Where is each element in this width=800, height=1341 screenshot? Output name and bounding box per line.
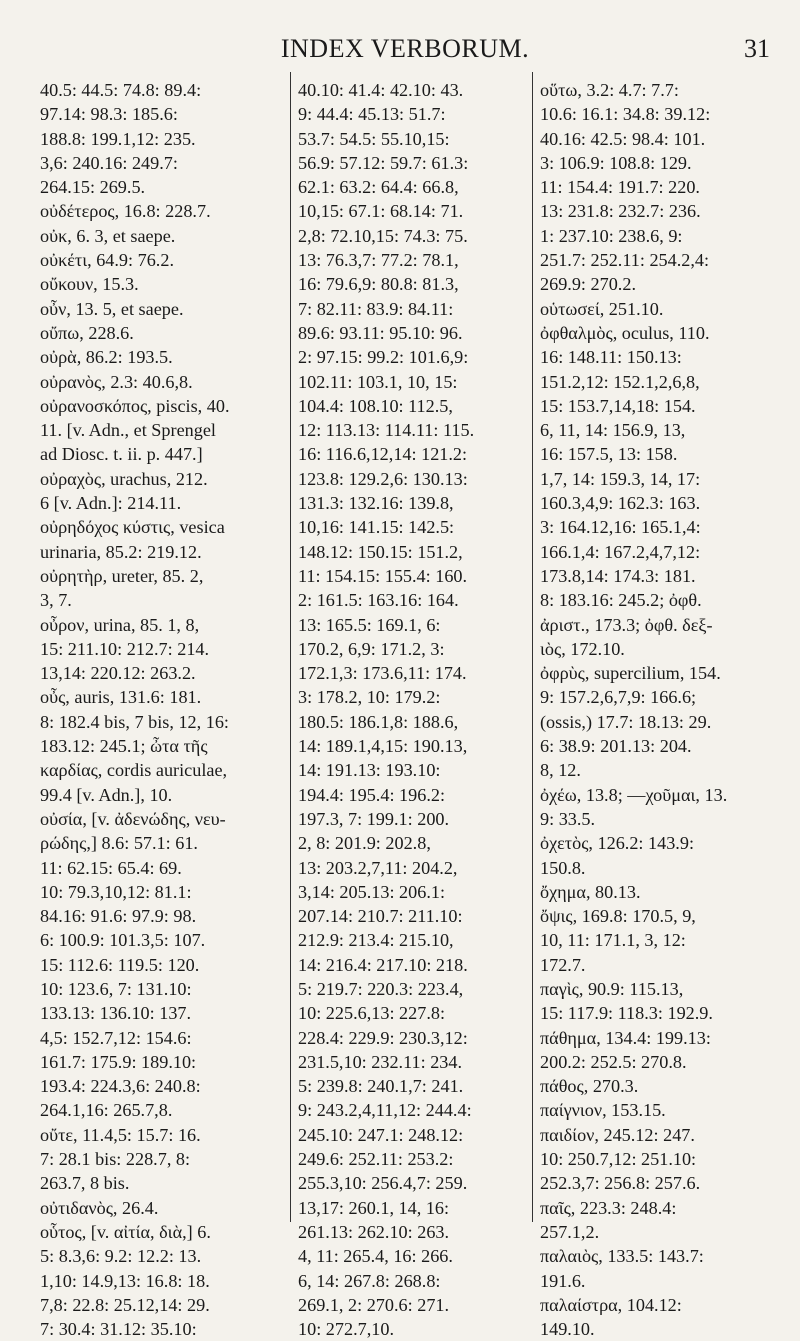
index-line: παλαίστρα, 104.12: (540, 1294, 682, 1315)
index-line: 10: 123.6, 7: 131.10: (40, 978, 192, 999)
index-line: 180.5: 186.1,8: 188.6, (298, 711, 459, 732)
index-line: 252.3,7: 256.8: 257.6. (540, 1173, 701, 1194)
index-line: 3: 106.9: 108.8: 129. (540, 152, 692, 173)
page-title: INDEX VERBORUM. (280, 34, 530, 63)
index-line: 10,16: 141.15: 142.5: (298, 517, 455, 538)
index-line: 148.12: 150.15: 151.2, (298, 541, 463, 562)
index-line: οὐραχὸς, urachus, 212. (40, 468, 208, 489)
index-line: οὔτε, 11.4,5: 15.7: 16. (40, 1124, 201, 1145)
index-line: 261.13: 262.10: 263. (298, 1221, 450, 1242)
index-line: ἀριστ., 173.3; ὀφθ. δεξ- (540, 614, 713, 635)
index-line: 2: 161.5: 163.16: 164. (298, 590, 459, 611)
index-line: 5: 8.3,6: 9.2: 12.2: 13. (40, 1246, 202, 1267)
index-line: 10: 250.7,12: 251.10: (540, 1149, 697, 1170)
index-line: 1,10: 14.9,13: 16.8: 18. (40, 1270, 210, 1291)
index-line: οὖν, 13. 5, et saepe. (40, 298, 184, 319)
index-line: 13: 203.2,7,11: 204.2, (298, 857, 458, 878)
index-line: 170.2, 6,9: 171.2, 3: (298, 638, 445, 659)
index-line: 173.8,14: 174.3: 181. (540, 565, 696, 586)
index-line: 9: 44.4: 45.13: 51.7: (298, 104, 446, 125)
index-line: πάθημα, 134.4: 199.13: (540, 1027, 711, 1048)
index-line: οὐρανοσκόπος, piscis, 40. (40, 395, 230, 416)
index-column-2 (290, 72, 532, 1340)
index-line: 15: 112.6: 119.5: 120. (40, 954, 200, 975)
index-line: 123.8: 129.2,6: 130.13: (298, 468, 468, 489)
index-line: οὐρανὸς, 2.3: 40.6,8. (40, 371, 193, 392)
index-line: 9: 243.2,4,11,12: 244.4: (298, 1100, 472, 1121)
page-number: 31 (744, 34, 770, 63)
index-line: 40.16: 42.5: 98.4: 101. (540, 128, 706, 149)
index-line: καρδίας, cordis auriculae, (40, 760, 228, 781)
index-line: 10: 272.7,10. (298, 1319, 394, 1340)
index-line: 10.6: 16.1: 34.8: 39.12: (540, 104, 711, 125)
index-line: 14: 191.13: 193.10: (298, 760, 441, 781)
index-line: ὀχετὸς, 126.2: 143.9: (540, 833, 694, 854)
index-line: 191.6. (540, 1270, 586, 1291)
index-line: 133.13: 136.10: 137. (40, 1003, 192, 1024)
index-line: 16: 116.6,12,14: 121.2: (298, 444, 468, 465)
index-line: 6, 11, 14: 156.9, 13, (540, 420, 686, 441)
index-line: 2: 97.15: 99.2: 101.6,9: (298, 347, 469, 368)
index-line: 197.3, 7: 199.1: 200. (298, 808, 450, 829)
index-line: 6 [v. Adn.]: 214.11. (40, 493, 182, 514)
index-line: 7: 28.1 bis: 228.7, 8: (40, 1149, 191, 1170)
index-line: 99.4 [v. Adn.], 10. (40, 784, 173, 805)
index-line: 131.3: 132.16: 139.8, (298, 493, 454, 514)
index-line: οὐσία, [v. ἀδενώδης, νευ- (40, 808, 226, 829)
index-line: ὀφρὺς, supercilium, 154. (540, 663, 721, 684)
index-line: 3,14: 205.13: 206.1: (298, 881, 446, 902)
index-line: 212.9: 213.4: 215.10, (298, 930, 454, 951)
index-line: 251.7: 252.11: 254.2,4: (540, 250, 710, 271)
index-line: 7: 30.4: 31.12: 35.10: (40, 1319, 197, 1340)
index-line: 16: 157.5, 13: 158. (540, 444, 678, 465)
index-line: 200.2: 252.5: 270.8. (540, 1051, 687, 1072)
index-line: 151.2,12: 152.1,2,6,8, (540, 371, 700, 392)
index-line: 7,8: 22.8: 25.12,14: 29. (40, 1294, 210, 1315)
index-line: οὐτιδανὸς, 26.4. (40, 1197, 159, 1218)
index-line: παγὶς, 90.9: 115.13, (540, 978, 684, 999)
index-line: 4, 11: 265.4, 16: 266. (298, 1246, 453, 1267)
index-line: 8: 182.4 bis, 7 bis, 12, 16: (40, 711, 229, 732)
index-line: 11: 154.4: 191.7: 220. (540, 177, 700, 198)
index-line: 263.7, 8 bis. (40, 1173, 130, 1194)
index-line: 40.5: 44.5: 74.8: 89.4: (40, 80, 202, 100)
index-line: 16: 148.11: 150.13: (540, 347, 682, 368)
index-line: ὀφθαλμὸς, oculus, 110. (540, 322, 710, 343)
index-line: 104.4: 108.10: 112.5, (298, 395, 453, 416)
index-line: παιδίον, 245.12: 247. (540, 1124, 695, 1145)
index-line: 149.10. (540, 1319, 595, 1340)
index-line: ὀχέω, 13.8; —χοῦμαι, 13. (540, 784, 728, 805)
index-line: 269.9: 270.2. (540, 274, 636, 295)
index-line: 3: 164.12,16: 165.1,4: (540, 517, 701, 538)
index-line: 194.4: 195.4: 196.2: (298, 784, 446, 805)
index-line: 193.4: 224.3,6: 240.8: (40, 1076, 201, 1097)
index-line: 1,7, 14: 159.3, 14, 17: (540, 468, 701, 489)
index-line: 249.6: 252.11: 253.2: (298, 1149, 454, 1170)
index-column-3 (532, 72, 770, 1340)
index-line: 3: 178.2, 10: 179.2: (298, 687, 441, 708)
index-line: 15: 211.10: 212.7: 214. (40, 638, 210, 659)
index-line: 13: 231.8: 232.7: 236. (540, 201, 701, 222)
index-line: 14: 189.1,4,15: 190.13, (298, 736, 468, 757)
index-line: 9: 157.2,6,7,9: 166.6; (540, 687, 697, 708)
index-line: 264.1,16: 265.7,8. (40, 1100, 173, 1121)
index-line: 160.3,4,9: 162.3: 163. (540, 493, 701, 514)
index-line: 11: 62.15: 65.4: 69. (40, 857, 182, 878)
index-line: παλαιὸς, 133.5: 143.7: (540, 1246, 704, 1267)
index-line: 10, 11: 171.1, 3, 12: (540, 930, 686, 951)
index-line: οὐρὰ, 86.2: 193.5. (40, 347, 173, 368)
index-line: 2,8: 72.10,15: 74.3: 75. (298, 225, 468, 246)
index-line: 161.7: 175.9: 189.10: (40, 1051, 197, 1072)
index-line: 257.1,2. (540, 1221, 600, 1242)
index-line: 15: 117.9: 118.3: 192.9. (540, 1003, 713, 1024)
index-line: 16: 79.6,9: 80.8: 81.3, (298, 274, 459, 295)
index-line: 10,15: 67.1: 68.14: 71. (298, 201, 464, 222)
index-line: 269.1, 2: 270.6: 271. (298, 1294, 450, 1315)
index-line: ὄχημα, 80.13. (540, 881, 641, 902)
index-line: 172.1,3: 173.6,11: 174. (298, 663, 467, 684)
index-line: 12: 113.13: 114.11: 115. (298, 420, 475, 441)
index-line: 11. [v. Adn., et Sprengel (40, 420, 216, 441)
index-line: 102.11: 103.1, 10, 15: (298, 371, 458, 392)
index-line: 62.1: 63.2: 64.4: 66.8, (298, 177, 459, 198)
index-line: ρώδης,] 8.6: 57.1: 61. (40, 833, 198, 854)
index-line: 13: 76.3,7: 77.2: 78.1, (298, 250, 459, 271)
index-line: παίγνιον, 153.15. (540, 1100, 666, 1121)
index-line: 56.9: 57.12: 59.7: 61.3: (298, 152, 469, 173)
index-line: 13: 165.5: 169.1, 6: (298, 614, 441, 635)
index-line: οὕτω, 3.2: 4.7: 7.7: (540, 80, 679, 100)
index-line: 6: 100.9: 101.3,5: 107. (40, 930, 206, 951)
index-line: (ossis,) 17.7: 18.13: 29. (540, 711, 712, 732)
index-line: 6, 14: 267.8: 268.8: (298, 1270, 441, 1291)
index-line: 1: 237.10: 238.6, 9: (540, 225, 683, 246)
index-line: 255.3,10: 256.4,7: 259. (298, 1173, 468, 1194)
index-line: οὐρηδόχος κύστις, vesica (40, 517, 225, 538)
index-line: 10: 79.3,10,12: 81.1: (40, 881, 192, 902)
index-line: 14: 216.4: 217.10: 218. (298, 954, 468, 975)
index-line: 231.5,10: 232.11: 234. (298, 1051, 463, 1072)
index-line: 166.1,4: 167.2,4,7,12: (540, 541, 701, 562)
page-header (40, 30, 770, 70)
index-line: 3,6: 240.16: 249.7: (40, 152, 178, 173)
index-line: 228.4: 229.9: 230.3,12: (298, 1027, 468, 1048)
index-line: 6: 38.9: 201.13: 204. (540, 736, 692, 757)
index-line: 13,17: 260.1, 14, 16: (298, 1197, 450, 1218)
index-line: ὄψις, 169.8: 170.5, 9, (540, 906, 696, 927)
index-columns (40, 72, 770, 1340)
index-line: οὐδέτερος, 16.8: 228.7. (40, 201, 211, 222)
index-line: 183.12: 245.1; ὦτα τῆς (40, 736, 208, 757)
index-line: 3, 7. (40, 590, 72, 611)
index-line: ad Diosc. t. ii. p. 447.] (40, 444, 203, 465)
index-line: οὐκέτι, 64.9: 76.2. (40, 250, 174, 271)
index-line: οὔκουν, 15.3. (40, 274, 139, 295)
index-line: 8, 12. (540, 760, 581, 781)
index-line: οὔπω, 228.6. (40, 322, 134, 343)
index-line: 5: 239.8: 240.1,7: 241. (298, 1076, 464, 1097)
index-line: 188.8: 199.1,12: 235. (40, 128, 196, 149)
index-line: ιὸς, 172.10. (540, 638, 625, 659)
index-line: 89.6: 93.11: 95.10: 96. (298, 322, 463, 343)
index-line: οὗτος, [v. αἰτία, διὰ,] 6. (40, 1221, 211, 1242)
index-line: 40.10: 41.4: 42.10: 43. (298, 80, 464, 100)
index-line: 207.14: 210.7: 211.10: (298, 906, 463, 927)
index-line: οὖς, auris, 131.6: 181. (40, 687, 202, 708)
index-column-1 (40, 72, 290, 1340)
index-line: 4,5: 152.7,12: 154.6: (40, 1027, 192, 1048)
index-line: 150.8. (540, 857, 586, 878)
index-line: οὖρον, urina, 85. 1, 8, (40, 614, 200, 635)
index-line: 53.7: 54.5: 55.10,15: (298, 128, 450, 149)
index-line: παῖς, 223.3: 248.4: (540, 1197, 677, 1218)
index-line: 10: 225.6,13: 227.8: (298, 1003, 446, 1024)
index-line: 97.14: 98.3: 185.6: (40, 104, 178, 125)
index-line: 15: 153.7,14,18: 154. (540, 395, 696, 416)
index-line: οὐκ, 6. 3, et saepe. (40, 225, 176, 246)
index-line: 7: 82.11: 83.9: 84.11: (298, 298, 454, 319)
index-line: 9: 33.5. (540, 808, 596, 829)
index-line: οὑτωσεί, 251.10. (540, 298, 664, 319)
index-line: οὐρητὴρ, ureter, 85. 2, (40, 565, 204, 586)
index-line: 245.10: 247.1: 248.12: (298, 1124, 464, 1145)
index-line: 84.16: 91.6: 97.9: 98. (40, 906, 197, 927)
index-line: 172.7. (540, 954, 586, 975)
index-line: 5: 219.7: 220.3: 223.4, (298, 978, 464, 999)
index-line: πάθος, 270.3. (540, 1076, 639, 1097)
index-line: urinaria, 85.2: 219.12. (40, 541, 202, 562)
index-line: 13,14: 220.12: 263.2. (40, 663, 196, 684)
index-line: 2, 8: 201.9: 202.8, (298, 833, 431, 854)
index-line: 264.15: 269.5. (40, 177, 146, 198)
index-line: 11: 154.15: 155.4: 160. (298, 565, 468, 586)
index-line: 8: 183.16: 245.2; ὀφθ. (540, 590, 702, 611)
